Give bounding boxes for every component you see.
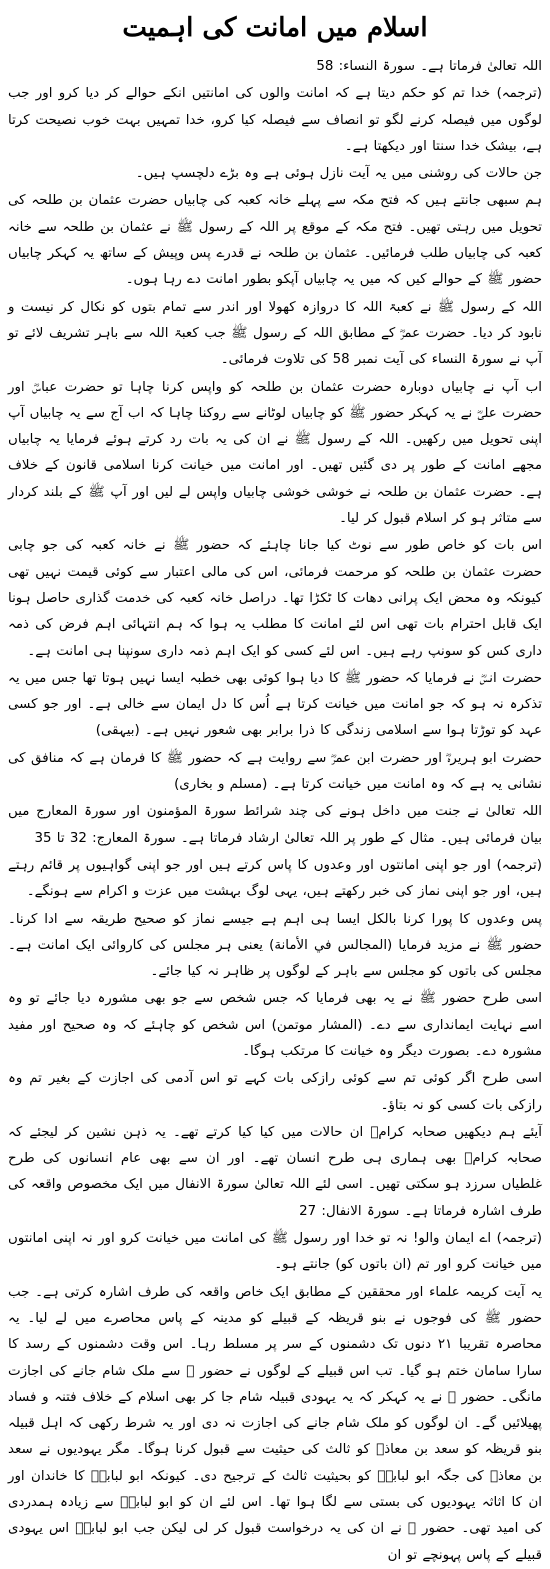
paragraph: اسی طرح حضور ﷺ نے یہ بھی فرمایا کہ جس شخص سے جو بھی مشورہ دیا جائے تو وہ اسے نہایت ایمانداری سے دے۔ (المشار موتمن) اس شخص کو چاہئے کہ وہ صحیح اور مفید مشورہ دے۔ بصورت دیگر وہ خیانت کا مرتکب ہوگا۔ [8,991,542,1059]
paragraph: آیئے ہم دیکھیں صحابہ کرامؓ ان حالات میں کیا کیا کرتے تھے۔ یہ ذہن نشین کر لیجئے کہ صحابہ کرامؓ بھی ہماری ہی طرح انسان تھے۔ اور ان سے بھی عام انسانوں کی طرح غلطیاں سرزد ہو سکتی تھیں۔ اسی لئے اللہ تعالیٰ سورۃ الانفال میں ایک مخصوص واقعہ کی طرف اشارہ فرماتا ہے۔ سورۃ الانفال: 27 [8,1124,542,1219]
paragraph: اسی طرح اگر کوئی تم سے کوئی رازکی بات کہے تو اس آدمی کی اجازت کے بغیر تم وہ رازکی بات کسی کو نہ بتاؤ۔ [8,1071,542,1113]
paragraph: اب آپ نے چابیاں دوبارہ حضرت عثمان بن طلحہ کو واپس کرنا چاہا تو حضرت عباسؓ اور حضرت علیؓ نے یہ کہکر حضور ﷺ کو چابیاں لوٹانے سے روکنا چاہا کہ اب آج سے یہ چابیاں آپ اپنی تحویل میں رکھیں۔ اللہ کے رسول ﷺ نے ان کی یہ بات رد کرتے ہوئے فرمایا یہ چابیاں مجھے امانت کے طور پر دی گئیں تھیں۔ اور امانت میں خیانت کرنا اسلامی قانون کے خلاف ہے۔ حضرت عثمان بن طلحہ نے خوشی خوشی چابیاں واپس لے لیں اور آپ ﷺ کے بلند کردار سے متاثر ہو کر اسلام قبول کر لیا۔ [8,379,542,527]
paragraph: (ترجمہ) اور جو اپنی امانتوں اور وعدوں کا پاس کرتے ہیں اور جو اپنی گواہیوں پر قائم رہتے ہیں، اور جو اپنی نماز کی خبر رکھتے ہیں، یہی لوگ بہشت میں عزت و اکرام سے ہونگے۔ [8,857,542,900]
paragraph: حضرت انسؓ نے فرمایا کہ حضور ﷺ کا دیا ہوا کوئی بھی خطبہ ایسا نہیں ہوتا تھا جس میں یہ تذکرہ نہ ہو کہ جو امانت میں خیانت کرتا ہے اُس کا دل ایمان سے خالی ہے۔ اور جو کسی عہد کو توڑتا ہوا سے اسلامی زندگی کا ذرا برابر بھی شعور نہیں ہے۔ (بیہقی) [8,670,542,739]
paragraph: اللہ تعالیٰ نے جنت میں داخل ہونے کی چند شرائط سورۃ المؤمنون اور سورۃ المعارج میں بیان فرمائی ہیں۔ مثال کے طور پر اللہ تعالیٰ ارشاد فرماتا ہے۔ سورۃ المعارج: 32 تا 35 [8,804,542,846]
paragraph: اللہ تعالیٰ فرماتا ہے۔ سورۃ النساء: 58 [316,59,542,74]
paragraph: اس بات کو خاص طور سے نوٹ کیا جانا چاہئے کہ حضور ﷺ نے خانہ کعبہ کی جو چابی حضرت عثمان بن طلحہ کو مرحمت فرمائی، اس کی مالی اعتبار سے کوئی قیمت نہیں تھی کیونکہ وہ محض ایک پرانی دھات کا ٹکڑا تھا۔ دراصل خانہ کعبہ کی خدمت گذاری حاصل ہونا ایک قابل احترام بات تھی اس لئے امانت کا مطلب یہ ہوا کہ ہم انتہائی اہم فرض کی ذمہ داری کس کو سونپ رہے ہیں۔ اس لئے کسی کو ایک اہم ذمہ داری سونپنا ہی امانت ہے۔ [8,538,542,659]
paragraph: جن حالات کی روشنی میں یہ آیت نازل ہوئی ہے وہ بڑے دلچسپ ہیں۔ [135,166,542,182]
paragraph: یہ آیت کریمہ علماء اور محققین کے مطابق ایک خاص واقعہ کی طرف اشارہ کرتی ہے۔ جب حضور ﷺ کی فوجوں نے بنو قریظہ کے قبیلے کو مدینہ کے پاس محاصرے میں لے لیا۔ یہ محاصرہ تقریبا ۲۱ دنوں تک دشمنوں کے سر پر مسلط رہا۔ اس وقت دشمنوں کے رسد کا سارا سامان ختم ہو گیا۔ تب اس قبیلے کے لوگوں نے حضور ﷺ سے ملک شام جانے کی اجازت مانگی۔ حضور ﷺ نے یہ کہکر کہ یہ یہودی قبیلہ شام جا کر بھی اسلام کے خلاف فتنہ و فساد پھیلائیں گے۔ ان لوگوں کو ملک شام جانے کی اجازت نہ دی اور یہ شرط رکھی کہ اہل قبیلہ بنو قریظہ کو سعد بن معاذؓ کو ثالث کی حیثیت سے قبول کرنا ہوگا۔ مگر یہودیوں نے سعد بن معاذؓ کی جگہ ابو لبابہؓ کو بحیثیت ثالث کے ترجیح دی۔ کیونکہ ابو لبابہؓ کا خاندان اور ان کا اثاثہ یہودیوں کی بستی سے لگا ہوا تھا۔ اس لئے ان کو ابو لبابہؓ سے زیادہ ہمدردی کی امید تھی۔ حضور ﷺ نے ان کی یہ درخواست قبول کر لی لیکن جب ابو لبابہؓ اس یہودی قبیلے کے پاس پہونچے تو ان [8,1284,542,1563]
paragraph: (ترجمہ) خدا تم کو حکم دیتا ہے کہ امانت والوں کی امانتیں انکے حوالے کر دیا کرو اور جب لوگوں میں فیصلہ کرنے لگو تو انصاف سے فیصلہ کیا کرو، خدا تمہیں بہت خوب نصیحت کرتا ہے، بیشک خدا سنتا اور دیکھتا ہے۔ [8,86,542,154]
paragraph: حضرت ابو ہریرہؓ اور حضرت ابن عمرؓ سے روایت ہے کہ حضور ﷺ کا فرمان ہے کہ منافق کی نشانی یہ ہے کہ وہ امانت میں خیانت کرتا ہے۔ (مسلم و بخاری) [8,750,542,793]
paragraph: ہم سبھی جانتے ہیں کہ فتح مکہ سے پہلے خانہ کعبہ کی چابیاں حضرت عثمان بن طلحہ کی تحویل میں رہتی تھیں۔ فتح مکہ کے موقع پر اللہ کے رسول ﷺ نے عثمان بن طلحہ سے خانہ کعبہ کی چابیاں طلب فرمائیں۔ عثمان بن طلحہ نے قدرے پس وپیش کے ساتھ یہ کہکر چابیاں حضور ﷺ کے حوالے کیں کہ میں یہ چابیاں آپکو بطور امانت دے رہا ہوں۔ [8,193,542,288]
paragraph: پس وعدوں کا پورا کرنا بالکل ایسا ہی اہم ہے جیسے نماز کو صحیح طریقہ سے ادا کرنا۔ حضور ﷺ نے مزید فرمایا (المجالس في الأمانة) یعنی ہر مجلس کی کاروائی ایک امانت ہے۔ مجلس کی باتوں کو مجلس سے باہر کے لوگوں پر ظاہر نہ کیا جائے۔ [8,911,542,980]
paragraph: (ترجمہ) اے ایمان والو! نہ تو خدا اور رسول ﷺ کی امانت میں خیانت کرو اور نہ اپنی امانتوں میں خیانت کرو اور تم (ان باتوں کو) جانتے ہو۔ [8,1231,542,1273]
article-title: اسلام میں امانت کی اہمیت [122,13,428,43]
paragraph: اللہ کے رسول ﷺ نے کعبۃ اللہ کا دروازہ کھولا اور اندر سے تمام بتوں کو نکال کر نیست و نابود کر دیا۔ حضرت عمرؓ کے مطابق اللہ کے رسول ﷺ جب کعبۃ اللہ سے باہر تشریف لائے تو آپ نے سورۃ النساء کی آیت نمبر 58 کی تلاوت فرمائی۔ [8,299,542,368]
